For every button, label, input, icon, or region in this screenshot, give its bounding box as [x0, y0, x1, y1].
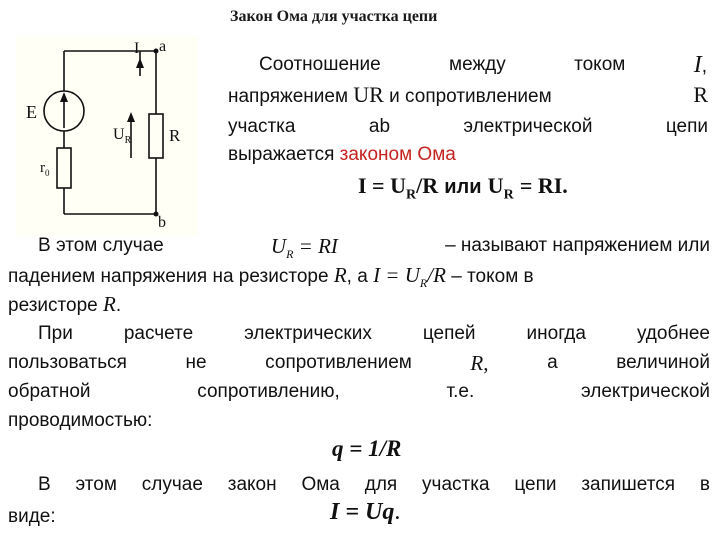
- formula-ohm-conductance: I = Uq.: [330, 499, 401, 525]
- voltage-label: $U_R$: [113, 126, 132, 147]
- circuit-diagram: [16, 36, 198, 236]
- current-label: I: [134, 40, 140, 57]
- p2-line3: резисторе R.: [8, 292, 122, 316]
- p1-line3: участка ab электрической цепи: [228, 116, 708, 137]
- p3-line3: обратной сопротивлению, т.е. электрической: [8, 381, 710, 402]
- p1-line4: выражается законом Ома: [228, 144, 456, 165]
- slide-title: Закон Ома для участка цепи: [230, 8, 438, 25]
- emf-label: E: [26, 102, 37, 122]
- internal-resistance-label: $r_0$: [40, 160, 50, 178]
- node-a-label: a: [159, 38, 167, 55]
- p4-line2: виде:: [8, 506, 56, 527]
- p1-line2: напряжением UR и сопротивлением R: [228, 82, 708, 107]
- p4-line1: В этом случае закон Ома для участка цепи запишется в: [38, 474, 710, 495]
- p3-line4: проводимостью:: [8, 410, 153, 431]
- formula-conductance: q = 1/R: [332, 436, 402, 461]
- p1-line1: Соотношение между током I,: [259, 52, 707, 78]
- resistor-label: R: [169, 126, 181, 145]
- p3-line1: При расчете электрических цепей иногда удобнее: [38, 323, 710, 344]
- formula-ohm-law: $I = U_R/R$ или $U_R$ = RI.: [358, 173, 568, 203]
- node-b-label: b: [158, 214, 166, 231]
- p2-line1: В этом случае $U_R$ = RI – называют напряжением или: [38, 234, 710, 262]
- p2-line2: падением напряжения на резисторе R, а $I = U_R/R$ – током в: [8, 263, 534, 291]
- p3-line2: пользоваться не сопротивлением R, а величиной: [8, 351, 710, 375]
